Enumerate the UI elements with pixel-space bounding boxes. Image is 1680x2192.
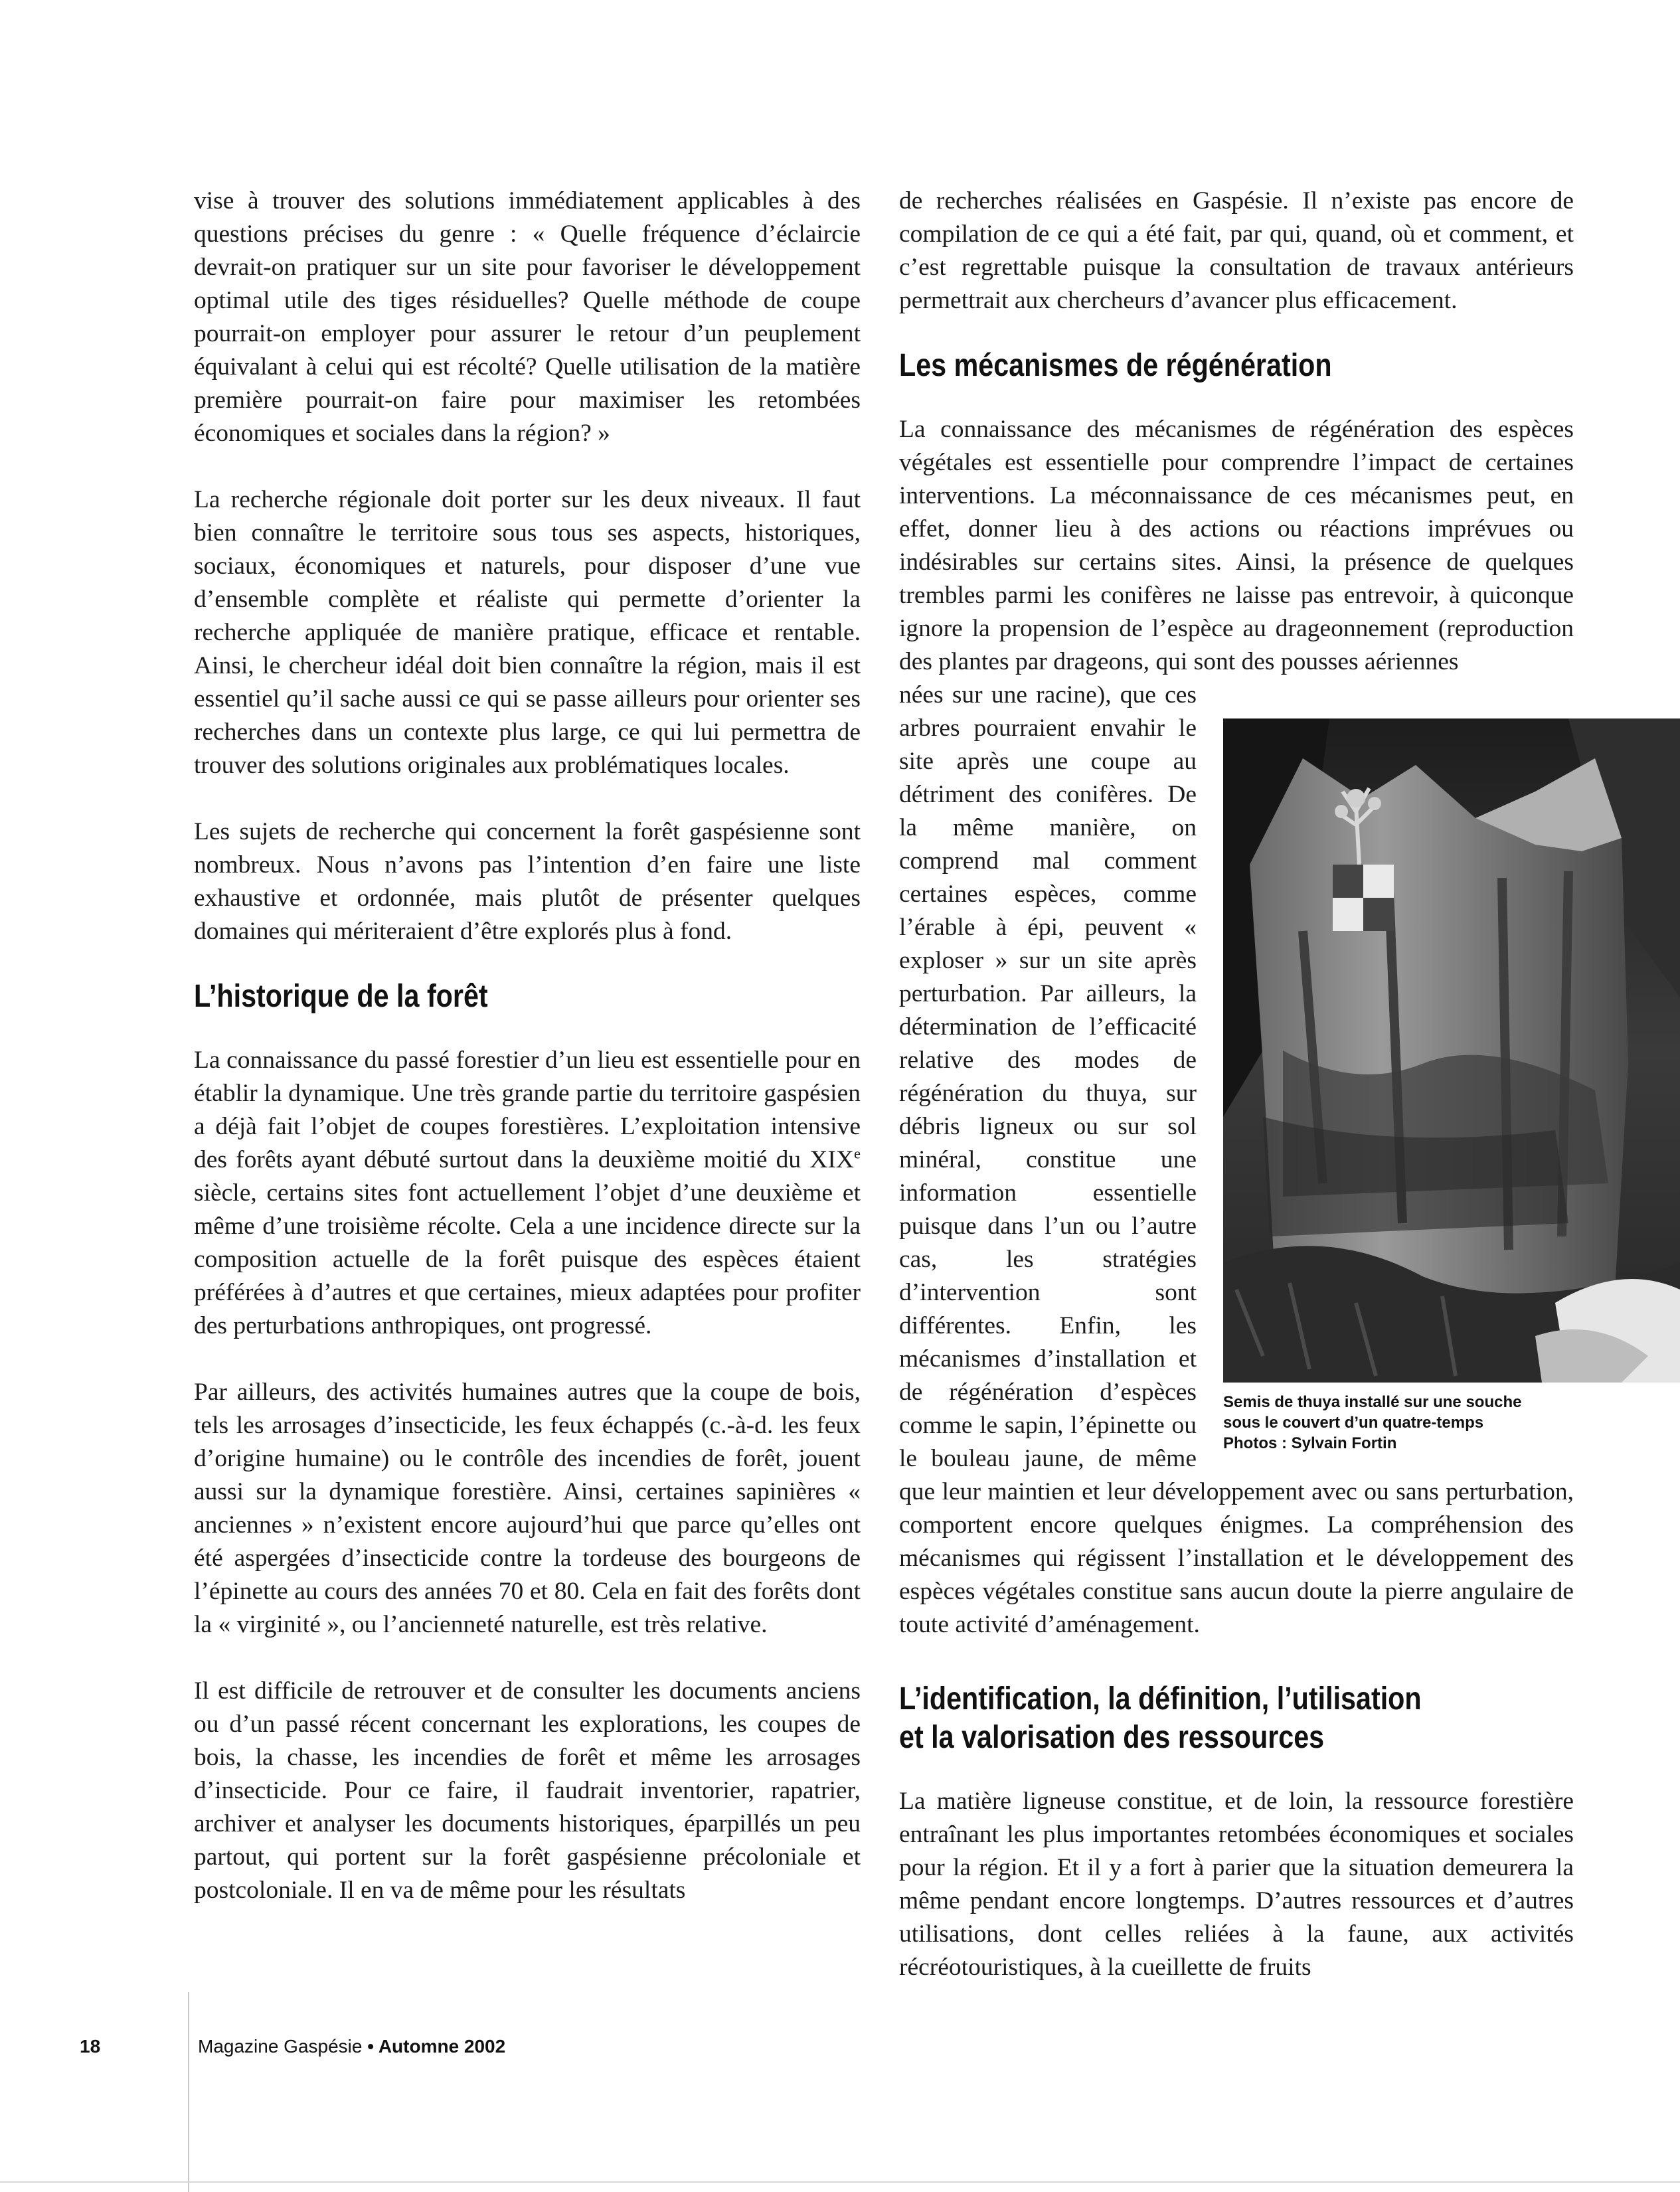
figure (1223, 718, 1680, 1454)
heading-identification-line-2: et la valorisation des ressources (899, 1720, 1325, 1755)
figure-caption (1223, 1392, 1680, 1454)
heading-historique: L’historique de la forêt (194, 979, 488, 1014)
page-number: 18 (80, 2036, 101, 2057)
right-paragraph-2a: La connaissance des mécanismes de régénération des espèces végétales est essentielle pour comprendre l’impact de certaines interventions. La méconnaissance de ces mécanismes peut, en effet, donner lieu à des actions ou réactions imprévues ou indésirables sur certains sites. Ainsi, la présence de quelques trembles parmi les conifères ne laisse pas entrevoir, à quiconque ignore la propension de l’espèce au drageonnement (reproduction des plantes par drageons, qui sont des pousses aériennes (899, 416, 1574, 675)
footer-issue: Automne 2002 (378, 2036, 506, 2057)
page-bottom-rule (0, 2181, 1680, 2183)
left-paragraph-4-part-b: siècle, certains sites font actuellement l’objet d’une deuxième et même d’une troisième récolte. Cela a une incidence directe sur la composition actuelle de la forêt puisque des espèces étaient préférées à d’autres et que certaines, mieux adaptées pour profiter des perturbations anthropiques, ont progressé. (194, 1179, 861, 1339)
stump-photo (1223, 718, 1680, 1383)
footer-title (198, 2036, 505, 2057)
century-superscript: e (854, 1145, 861, 1162)
footer-divider-rule (188, 1992, 189, 2192)
right-paragraph-1: de recherches réalisées en Gaspésie. Il n’existe pas encore de compilation de ce qui a été fait, par qui, quand, où et comment, et c’est regrettable puisque la consultation de travaux antérieurs permettrait aux chercheurs d’avancer plus efficacement. (899, 187, 1574, 314)
left-paragraph-5: Par ailleurs, des activités humaines autres que la coupe de bois, tels les arrosages d’insecticide, les feux échappés (c.-à-d. les feux d’origine humaine) ou le contrôle des incendies de forêt, jouent aussi sur la dynamique forestière. Ainsi, certaines sapinières « anciennes » n’existent encore aujourd’hui que parce qu’elles ont été aspergées d’insecticide contre la tordeuse des bourgeons de l’épinette au cours des années 70 et 80. Cela en fait des forêts dont la « virginité », ou l’ancienneté naturelle, est très relative. (194, 1379, 861, 1638)
right-paragraph-2b: nées sur une racine), que ces arbres pourraient envahir le site après une coupe au détriment des conifères. De la même manière, on comprend mal comment certaines espèces, comme l’érable à épi, peuvent « exploser » sur un site après perturbation. Par ailleurs, la détermination de l’efficacité relative des modes de régénération du thuya, sur débris ligneux ou sur sol minéral, constitue une information essentielle puisque dans l’un ou l’autre cas, les stratégies d’intervention sont différentes. Enfin, les mécanismes d’installation et de régénération d’espèces comme le sapin, l’épinette ou le bouleau jaune, de même que leur maintien et leur développement avec ou sans perturbation, comportent encore quelques énigmes. La compréhension des mécanismes qui régissent l’installation et le développement des espèces végétales constitue sans aucun doute la pierre angulaire de toute activité d’aménagement. (899, 681, 1574, 1638)
caption-line-1: Semis de thuya installé sur une souche (1223, 1393, 1522, 1411)
left-paragraph-3: Les sujets de recherche qui concernent la forêt gaspésienne sont nombreux. Nous n’avons pas l’intention d’en faire une liste exhaustive et ordonnée, mais plutôt de présenter quelques domaines qui mériteraient d’être explorés plus à fond. (194, 818, 861, 945)
heading-identification (899, 1680, 1479, 1757)
roman-century: XIX (809, 1146, 854, 1173)
left-paragraph-4-part-a: La connaissance du passé forestier d’un lieu est essentielle pour en établir la dynamique. Une très grande partie du territoire gaspésien a déjà fait l’objet de coupes forestières. L’exploitation intensive des forêts ayant débuté surtout dans la deuxième moitié du (194, 1047, 861, 1173)
photo-credit: Photos : Sylvain Fortin (1223, 1434, 1397, 1452)
heading-mecanismes: Les mécanismes de régénération (899, 348, 1332, 383)
stump-photo-graphic (1223, 718, 1680, 1383)
left-paragraph-4 (194, 1044, 861, 1343)
left-paragraph-6: Il est difficile de retrouver et de consulter les documents anciens ou d’un passé récent concernant les explorations, les coupes de bois, la chasse, les incendies de forêt et même les arrosages d’insecticide. Pour ce faire, il faudrait inventorier, rapatrier, archiver et analyser les documents historiques, éparpillés un peu partout, qui portent sur la forêt gaspésienne précoloniale et postcoloniale. Il en va de même pour les résultats (194, 1677, 861, 1904)
left-paragraph-1: vise à trouver des solutions immédiatement applicables à des questions précises du genre : « Quelle fréquence d’éclaircie devrait-on pratiquer sur un site pour favoriser le développement optimal utile des tiges résiduelles? Quelle méthode de coupe pourrait-on employer pour assurer le retour d’un peuplement équivalant à celui qui est récolté? Quelle utilisation de la matière première pourrait-on faire pour maximiser les retombées économiques et sociales dans la région? » (194, 187, 861, 447)
footer-magazine: Magazine Gaspésie (198, 2036, 363, 2057)
heading-identification-line-1: L’identification, la définition, l’utilisation (899, 1681, 1422, 1717)
footer-separator: • (362, 2036, 378, 2057)
right-paragraph-3: La matière ligneuse constitue, et de loin, la ressource forestière entraînant les plus importantes retombées économiques et sociales pour la région. Et il y a fort à parier que la situation demeurera la même pendant encore longtemps. D’autres ressources et d’autres utilisations, dont celles reliées à la faune, aux activités récréotouristiques, à la cueillette de fruits (899, 1788, 1574, 1981)
left-column (194, 185, 861, 1907)
caption-line-2: sous le couvert d’un quatre-temps (1223, 1414, 1484, 1432)
right-column (899, 185, 1574, 1984)
left-paragraph-2: La recherche régionale doit porter sur les deux niveaux. Il faut bien connaître le territoire sous tous ses aspects, historiques, sociaux, économiques et naturels, pour disposer d’une vue d’ensemble complète et réaliste qui permette d’orienter la recherche appliquée de manière pratique, efficace et rentable. Ainsi, le chercheur idéal doit bien connaître la région, mais il est essentiel qu’il sache aussi ce qui se passe ailleurs pour orienter ses recherches dans un contexte plus large, ce qui lui permettra de trouver des solutions originales aux problématiques locales. (194, 486, 861, 779)
